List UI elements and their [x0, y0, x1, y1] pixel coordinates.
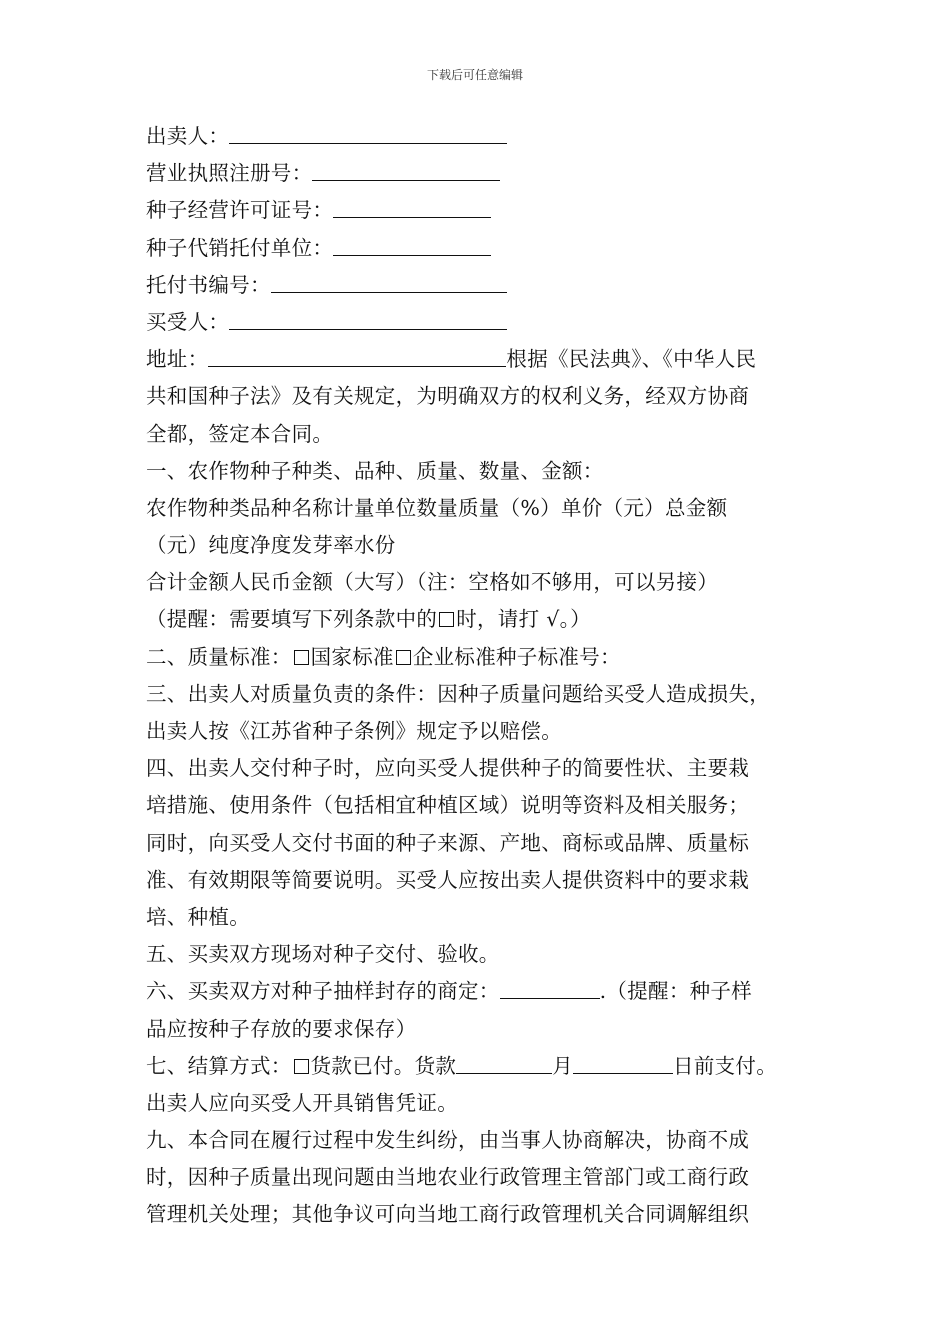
- section-7-paid-text: 货款已付。货款: [310, 1053, 457, 1078]
- agent-blank[interactable]: [333, 233, 491, 256]
- seller-blank[interactable]: [229, 121, 507, 144]
- intro-text-1: 根据《民法典》、《中华人民: [506, 347, 757, 372]
- section-7-line-2: 出卖人应向买受人开具销售凭证。: [146, 1090, 458, 1115]
- section-9-line-3: 管理机关处理；其他争议可向当地工商行政管理机关合同调解组织: [146, 1202, 750, 1227]
- section-9-line-1: 九、本合同在履行过程中发生纠纷，由当事人协商解决，协商不成: [146, 1128, 750, 1153]
- section-1-title: 一、农作物种子种类、品种、质量、数量、金额：: [146, 458, 604, 483]
- section-3-line-2: 出卖人按《江苏省种子条例》规定予以赔偿。: [146, 719, 562, 743]
- day-blank[interactable]: [573, 1051, 673, 1074]
- reminder-text-post: 时，请打 √。）: [456, 607, 591, 632]
- permit-blank[interactable]: [333, 195, 491, 218]
- month-blank[interactable]: [456, 1051, 552, 1074]
- section-9-line-2: 时，因种子质量出现问题由当地农业行政管理主管部门或工商行政: [146, 1165, 750, 1190]
- section-7-label: 七、结算方式：: [146, 1053, 292, 1078]
- sample-seal-blank[interactable]: [500, 976, 600, 999]
- permit-line: [146, 192, 826, 229]
- license-blank[interactable]: [312, 158, 500, 181]
- intro-line-3: 全都，签定本合同。: [146, 421, 334, 446]
- section-4-line-3: 同时，向买受人交付书面的种子来源、产地、商标或品牌、质量标: [146, 830, 750, 855]
- address-label: 地址：: [146, 347, 209, 372]
- section-1-table-header-2: （元）纯度净度发芽率水份: [146, 533, 396, 558]
- enterprise-standard-label: 企业标准种子标准号：: [412, 644, 621, 669]
- section-6-line-2: 品应按种子存放的要求保存）: [146, 1016, 417, 1041]
- buyer-blank[interactable]: [229, 307, 507, 330]
- section-5-line: 五、买卖双方现场对种子交付、验收。: [146, 942, 500, 967]
- address-blank[interactable]: [208, 344, 506, 367]
- contract-body: [146, 118, 826, 1234]
- seller-line: [146, 118, 826, 155]
- section-2-label: 二、质量标准：: [146, 644, 292, 669]
- section-4-line-2: 培措施、使用条件（包括相宜种植区域）说明等资料及相关服务；: [146, 793, 750, 818]
- section-4-line-5: 培、种植。: [146, 904, 250, 929]
- month-label: 月: [552, 1053, 574, 1078]
- trust-line: [146, 267, 826, 304]
- reminder-text-pre: （提醒：需要填写下列条款中的: [146, 607, 438, 632]
- section-3-line-1: 三、出卖人对质量负责的条件：因种子质量问题给买受人造成损失，: [146, 681, 770, 706]
- day-label: 日前支付。: [673, 1053, 778, 1078]
- section-6-text-post: .（提醒：种子样: [599, 979, 753, 1004]
- buyer-label: 买受人：: [146, 309, 230, 334]
- national-standard-checkbox[interactable]: [294, 650, 309, 665]
- intro-line-2: 共和国种子法》及有关规定，为明确双方的权利义务，经双方协商: [146, 384, 750, 409]
- section-1-total: 合计金额人民币金额（大写）（注：空格如不够用，可以另接）: [146, 570, 719, 595]
- page-header-note: 下载后可任意编辑: [426, 68, 523, 82]
- permit-label: 种子经营许可证号：: [146, 198, 334, 223]
- section-2-line: [146, 639, 826, 676]
- seller-label: 出卖人：: [146, 124, 230, 148]
- reminder-line: [146, 601, 826, 638]
- paid-checkbox[interactable]: [294, 1059, 309, 1074]
- section-6-line-1: [146, 973, 826, 1010]
- enterprise-standard-checkbox[interactable]: [396, 650, 411, 665]
- section-7-line-1: [146, 1048, 826, 1085]
- section-1-table-header-1: 农作物种类品种名称计量单位数量质量（%）单价（元）总金额: [146, 495, 728, 520]
- section-6-text-pre: 六、买卖双方对种子抽样封存的商定：: [146, 979, 500, 1004]
- agent-line: [146, 230, 826, 267]
- buyer-line: [146, 304, 826, 341]
- agent-label: 种子代销托付单位：: [146, 235, 334, 260]
- address-line: [146, 341, 826, 378]
- section-4-line-1: 四、出卖人交付种子时，应向买受人提供种子的简要性状、主要栽: [146, 756, 750, 781]
- license-label: 营业执照注册号：: [146, 161, 313, 186]
- example-checkbox: [439, 612, 454, 627]
- national-standard-label: 国家标准: [310, 644, 394, 669]
- trust-blank[interactable]: [271, 270, 507, 293]
- license-line: [146, 155, 826, 192]
- section-4-line-4: 准、有效期限等简要说明。买受人应按出卖人提供资料中的要求栽: [146, 867, 750, 892]
- trust-label: 托付书编号：: [146, 272, 271, 297]
